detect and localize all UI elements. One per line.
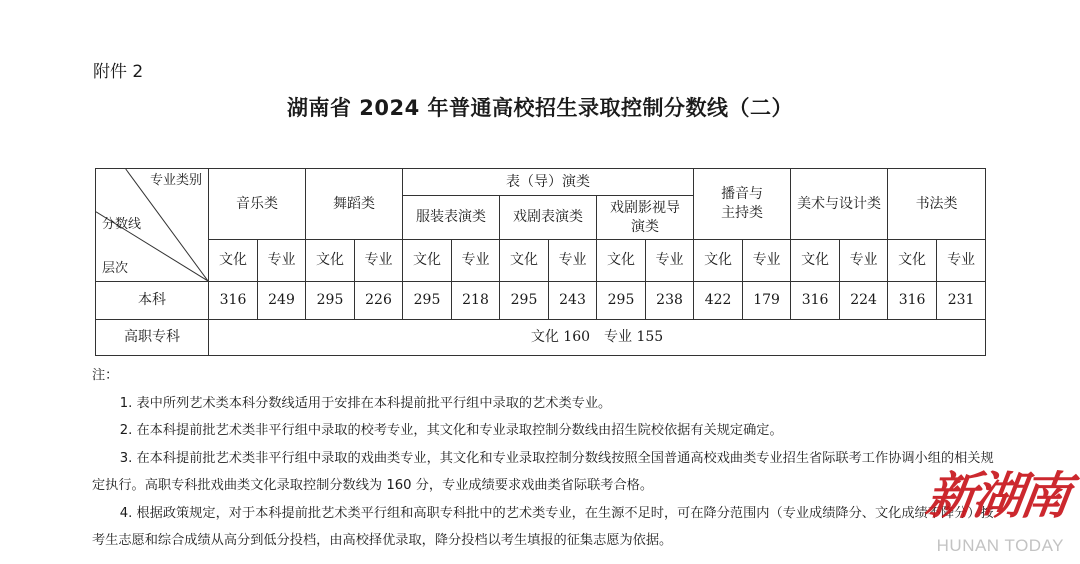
group-header-music: 音乐类 (209, 169, 306, 240)
table-corner-cell (96, 169, 209, 282)
row-label-undergrad: 本科 (96, 282, 209, 320)
col-header: 专业 (258, 240, 306, 282)
note-item: 4. 根据政策规定，对于本科提前批艺术类平行组和高职专科批中的艺术类专业，在生源不足时，可在降分范围内（专业成绩降分、文化成绩不降分）按考生志愿和综合成绩从高分到低分投档，由高校择优录取，降分投档以考生填报的征集志愿为依据。 (92, 505, 994, 548)
note-item: 2. 在本科提前批艺术类非平行组中录取的校考专业，其文化和专业录取控制分数线由招生院校依据有关规定确定。 (119, 423, 783, 438)
score-table (95, 168, 986, 356)
score-cell: 295 (403, 282, 452, 320)
group-header-calligraphy: 书法类 (888, 169, 986, 240)
col-header: 专业 (840, 240, 888, 282)
score-cell: 224 (840, 282, 888, 320)
corner-score-label: 分数线 (102, 217, 142, 232)
watermark-logo-en: HUNAN TODAY (936, 536, 1064, 555)
subgroup-header-drama: 戏剧表演类 (500, 196, 597, 240)
corner-category-label: 专业类别 (149, 173, 202, 188)
col-header: 文化 (500, 240, 549, 282)
corner-level-label: 层次 (102, 261, 129, 276)
col-header: 文化 (306, 240, 355, 282)
score-cell: 218 (452, 282, 500, 320)
subgroup-header-costume: 服装表演类 (403, 196, 500, 240)
watermark-logo-cn: 新湖南 (922, 466, 1072, 525)
page-title: 湖南省 2024 年普通高校招生录取控制分数线（二） (286, 96, 794, 120)
col-header: 文化 (694, 240, 743, 282)
col-header: 专业 (743, 240, 791, 282)
vocational-merged-cell: 文化 160 专业 155 (209, 320, 986, 356)
col-header: 文化 (597, 240, 646, 282)
col-header: 专业 (452, 240, 500, 282)
score-cell: 295 (500, 282, 549, 320)
note-item: 3. 在本科提前批艺术类非平行组中录取的戏曲类专业，其文化和专业录取控制分数线按照全国普通高校戏曲类专业招生省际联考工作协调小组的相关规定执行。高职专科批戏曲类文化录取控制分数线为 160 分，专业成绩要求戏曲类省际联考合格。 (92, 450, 994, 493)
col-header: 文化 (209, 240, 258, 282)
note-item: 1. 表中所列艺术类本科分数线适用于安排在本科提前批平行组中录取的艺术类专业。 (119, 395, 612, 411)
col-header: 专业 (549, 240, 597, 282)
score-cell: 295 (597, 282, 646, 320)
col-header: 专业 (355, 240, 403, 282)
row-label-vocational: 高职专科 (96, 320, 209, 356)
score-cell: 316 (209, 282, 258, 320)
col-header: 专业 (646, 240, 694, 282)
attachment-label: 附件 2 (93, 62, 144, 82)
subgroup-header-film-directing: 戏剧影视导演类 (597, 196, 694, 240)
score-cell: 249 (258, 282, 306, 320)
group-header-art-design: 美术与设计类 (791, 169, 888, 240)
score-cell: 238 (646, 282, 694, 320)
score-cell: 231 (937, 282, 986, 320)
hunan-today-watermark (902, 456, 1080, 564)
group-header-dance: 舞蹈类 (306, 169, 403, 240)
score-cell: 243 (549, 282, 597, 320)
col-header: 文化 (888, 240, 937, 282)
notes-section (92, 362, 997, 555)
score-cell: 179 (743, 282, 791, 320)
notes-heading: 注： (92, 368, 119, 383)
score-cell: 226 (355, 282, 403, 320)
table-row-undergrad (96, 282, 986, 320)
score-cell: 316 (791, 282, 840, 320)
col-header: 文化 (403, 240, 452, 282)
col-header: 文化 (791, 240, 840, 282)
col-header: 专业 (937, 240, 986, 282)
group-header-broadcast: 播音与主持类 (694, 169, 791, 240)
score-cell: 422 (694, 282, 743, 320)
score-cell: 316 (888, 282, 937, 320)
score-cell: 295 (306, 282, 355, 320)
table-row-vocational (96, 320, 986, 356)
group-header-performance: 表（导）演类 (403, 169, 694, 196)
